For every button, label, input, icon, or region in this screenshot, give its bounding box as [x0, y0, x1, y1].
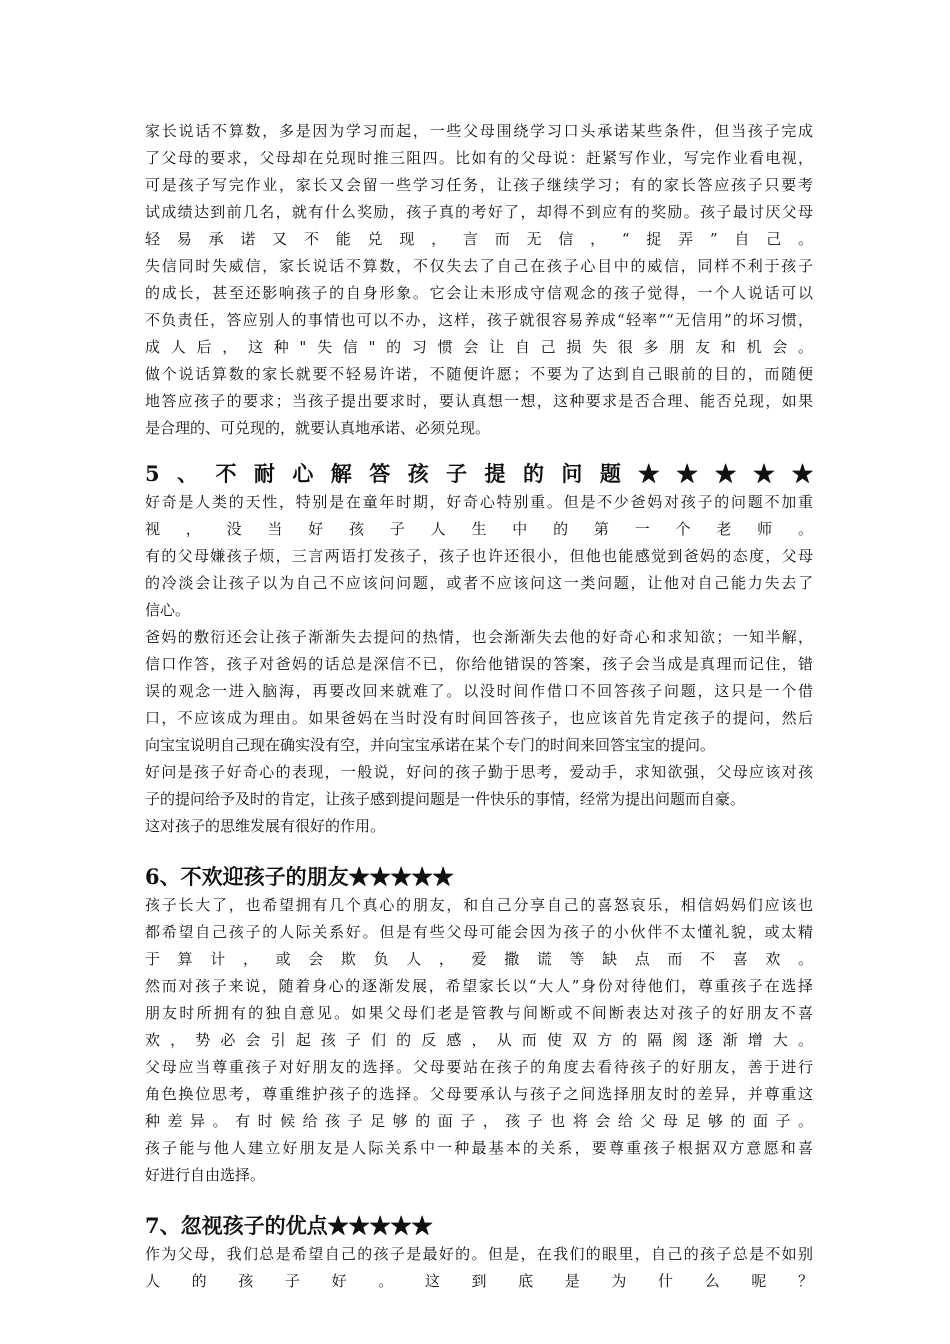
section-6-heading: 6、不欢迎孩子的朋友★★★★★ [145, 864, 454, 889]
paragraph-line: 孩子长大了，也希望拥有几个真心的朋友，和自己分享自己的喜怒哀乐，相信妈妈们应该也 [145, 896, 813, 914]
paragraph-line: 角色换位思考，尊重维护孩子的选择。父母要承认与孩子之间选择朋友时的差异，并尊重这 [145, 1085, 813, 1103]
paragraph-line: 做个说话算数的家长就要不轻易许诺，不随便许愿；不要为了达到自己眼前的目的，而随便 [145, 365, 813, 383]
paragraph-line: 父母应当尊重孩子对好朋友的选择。父母要站在孩子的角度去看待孩子的好朋友，善于进行 [145, 1058, 813, 1076]
paragraph-line: 好进行自由选择。 [145, 1166, 266, 1184]
section-5-body [145, 489, 813, 840]
section-4-body [145, 118, 813, 442]
paragraph-line: 于算计，或会欺负人，爱撒谎等缺点而不喜欢。 [145, 950, 813, 968]
paragraph-line: 信心。 [145, 601, 191, 619]
paragraph-line: 孩子能与他人建立好朋友是人际关系中一种最基本的关系，要尊重孩子根据双方意愿和喜 [145, 1139, 813, 1157]
paragraph-line: 好问是孩子好奇心的表现，一般说，好问的孩子勤于思考，爱动手，求知欲强，父母应该对孩 [145, 763, 813, 781]
paragraph-line: 子的提问给予及时的肯定，让孩子感到提问题是一件快乐的事情，经常为提出问题而自豪。 [145, 790, 746, 808]
paragraph-line: 爸妈的敷衍还会让孩子渐渐失去提问的热情，也会渐渐失去他的好奇心和求知欲；一知半解， [145, 628, 813, 646]
paragraph-line: 好奇是人类的天性，特别是在童年时期，好奇心特别重。但是不少爸妈对孩子的问题不加重 [145, 493, 813, 511]
paragraph-line: 朋友时所拥有的独自意见。如果父母们老是管教与间断或不间断表达对孩子的好朋友不喜 [145, 1004, 813, 1022]
paragraph-line: 误的观念一进入脑海，再要改回来就难了。以没时间作借口不回答孩子问题，这只是一个借 [145, 682, 813, 700]
paragraph-line: 都希望自己孩子的人际关系好。但是有些父母可能会因为孩子的小伙伴不太懂礼貌，或太精 [145, 923, 813, 941]
paragraph-line: 欢，势必会引起孩子们的反感，从而使双方的隔阂逐渐增大。 [145, 1031, 813, 1049]
paragraph-line: 成人后，这种"失信"的习惯会让自己损失很多朋友和机会。 [145, 338, 813, 356]
paragraph-line: 种差异。有时候给孩子足够的面子，孩子也将会给父母足够的面子。 [145, 1112, 813, 1130]
paragraph-line: 的成长，甚至还影响孩子的自身形象。它会让未形成守信观念的孩子觉得，一个人说话可以 [145, 284, 813, 302]
paragraph-line: 失信同时失威信，家长说话不算数，不仅失去了自己在孩子心目中的威信，同样不利于孩子 [145, 257, 813, 275]
section-5-heading: 5、不耐心解答孩子提的问题★★★★★ [145, 461, 813, 486]
paragraph-line: 然而对孩子来说，随着身心的逐渐发展，希望家长以“大人”身份对待他们，尊重孩子在选择 [145, 977, 813, 995]
paragraph-line: 可是孩子写完作业，家长又会留一些学习任务，让孩子继续学习；有的家长答应孩子只要考 [145, 176, 813, 194]
paragraph-line: 这对孩子的思维发展有很好的作用。 [145, 817, 386, 835]
paragraph-line: 不负责任，答应别人的事情也可以不办，这样，孩子就很容易养成“轻率”“无信用”的坏习惯， [145, 311, 813, 329]
paragraph-line: 向宝宝说明自己现在确实没有空，并向宝宝承诺在某个专门的时间来回答宝宝的提问。 [145, 736, 716, 754]
paragraph-line: 的冷淡会让孩子以为自己不应该问问题，或者不应该问这一类问题，让他对自己能力失去了 [145, 574, 813, 592]
paragraph-line: 轻易承诺又不能兑现，言而无信，“捉弄”自己。 [145, 230, 813, 248]
paragraph-line: 有的父母嫌孩子烦，三言两语打发孩子，孩子也许还很小，但他也能感觉到爸妈的态度，父母 [145, 547, 813, 565]
paragraph-line: 地答应孩子的要求；当孩子提出要求时，要认真想一想，这种要求是否合理、能否兑现，如果 [145, 392, 813, 410]
section-7-heading: 7、忽视孩子的优点★★★★★ [145, 1213, 433, 1238]
paragraph-line: 了父母的要求，父母却在兑现时推三阻四。比如有的父母说：赶紧写作业，写完作业看电视， [145, 149, 813, 167]
document-body [145, 118, 813, 1295]
paragraph-line: 信口作答，孩子对爸妈的话总是深信不已，你给他错误的答案，孩子会当成是真理而记住，错 [145, 655, 813, 673]
paragraph-line: 人的孩子好。这到底是为什么呢？ [145, 1272, 813, 1290]
paragraph-line: 家长说话不算数，多是因为学习而起，一些父母围绕学习口头承诺某些条件，但当孩子完成 [145, 122, 813, 140]
paragraph-line: 视，没当好孩子人生中的第一个老师。 [145, 520, 813, 538]
section-7-body [145, 1241, 813, 1295]
paragraph-line: 作为父母，我们总是希望自己的孩子是最好的。但是，在我们的眼里，自己的孩子总是不如别 [145, 1245, 813, 1263]
paragraph-line: 口，不应该成为理由。如果爸妈在当时没有时间回答孩子，也应该首先肯定孩子的提问，然后 [145, 709, 813, 727]
section-6-body [145, 892, 813, 1189]
paragraph-line: 是合理的、可兑现的，就要认真地承诺、必须兑现。 [145, 419, 491, 437]
paragraph-line: 试成绩达到前几名，就有什么奖励，孩子真的考好了，却得不到应有的奖励。孩子最讨厌父母 [145, 203, 813, 221]
